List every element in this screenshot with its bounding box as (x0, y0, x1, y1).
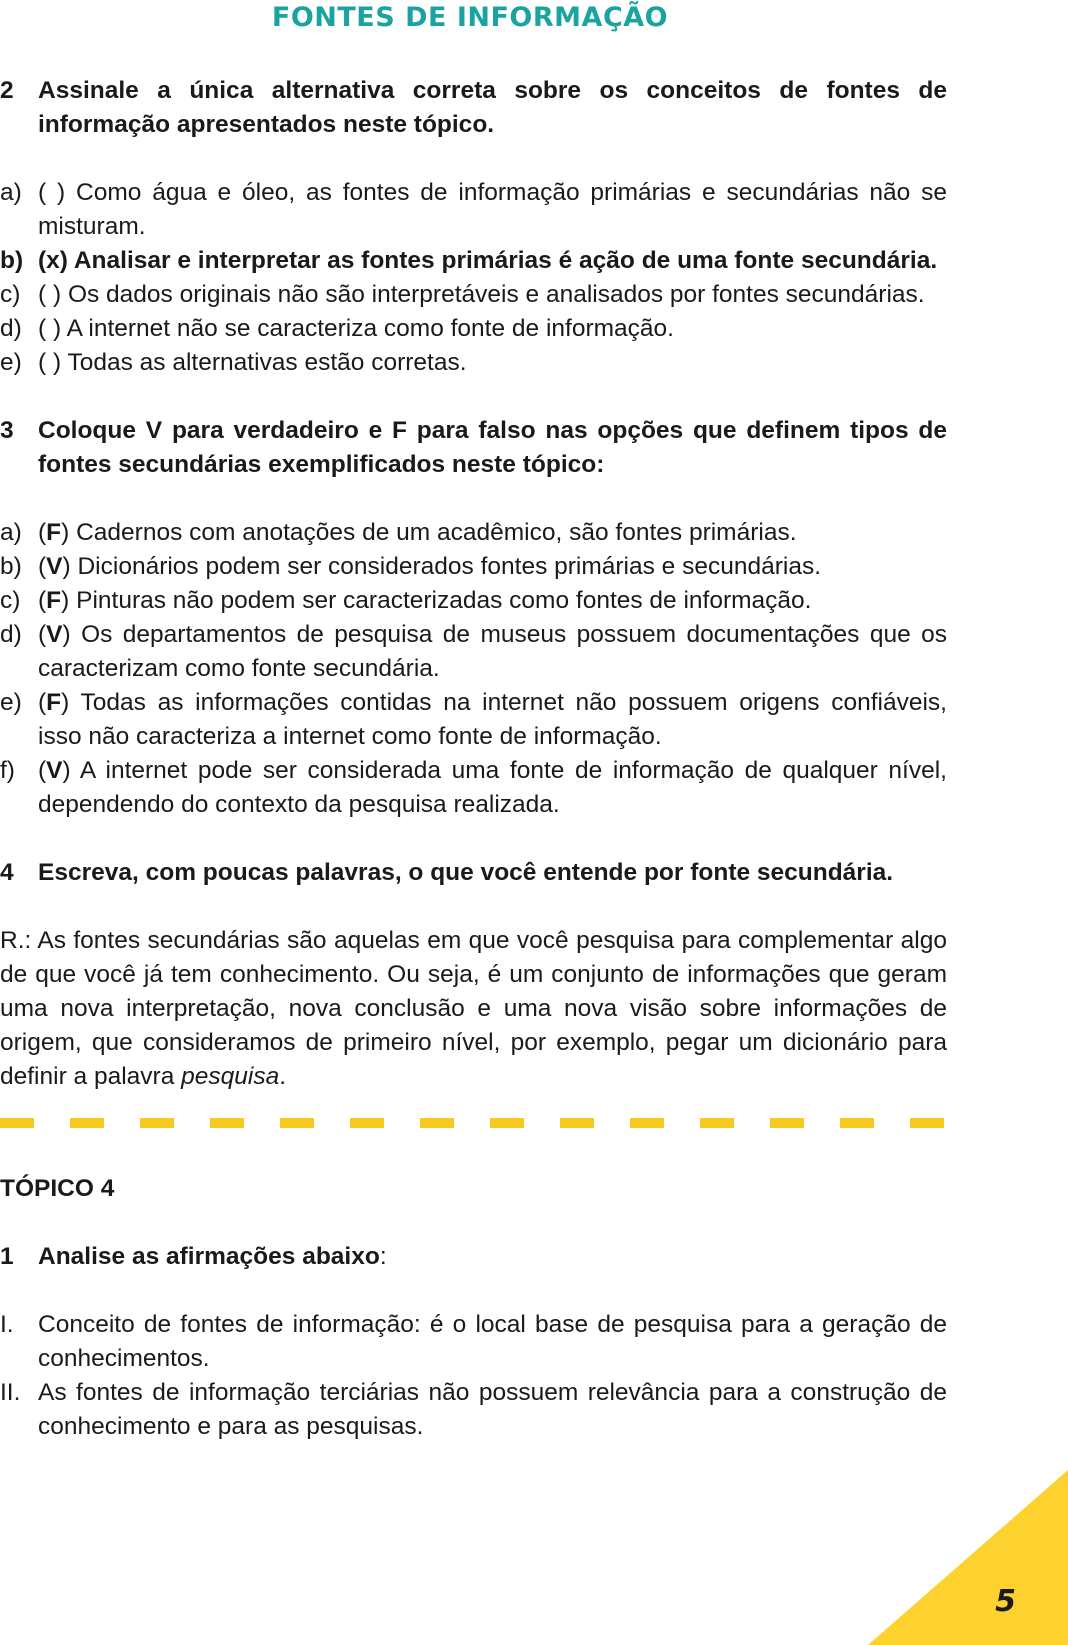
option-label: d) (0, 621, 22, 648)
option-b: b) (V) Dicionários podem ser considerados fontes primárias e secundárias. (0, 550, 947, 584)
statement-i (0, 1308, 947, 1376)
option-text: Dicionários podem ser considerados fontes primárias e secundárias. (77, 553, 822, 580)
answer-paragraph (0, 924, 947, 1094)
option-mark: (x) (38, 247, 68, 274)
question-2-options (0, 176, 947, 380)
option-text: Pinturas não podem ser caracterizadas como fontes de informação. (76, 587, 812, 614)
statement-label: I. (0, 1311, 14, 1338)
answer-text: R.: As fontes secundárias são aquelas em que você pesquisa para complementar algo de que você já tem conhecimento. Ou seja, é um conjunto de informações que geram uma nova interpretação, nova conclusão e uma nova visão sobre informações de origem, que consideramos de primeiro nível, por exemplo, pegar um dicionário para definir a palavra (0, 927, 947, 1090)
topic-4-statements (0, 1308, 947, 1444)
option-e: e) (F) Todas as informações contidas na internet não possuem origens confiáveis, isso não caracteriza a internet como fonte de informação. (0, 686, 947, 754)
answer-italic-word: pesquisa (181, 1063, 280, 1090)
question-2 (0, 74, 947, 142)
option-f: f) (V) A internet pode ser considerada uma fonte de informação de qualquer nível, dependendo do contexto da pesquisa realizada. (0, 754, 947, 822)
corner-triangle-decoration (868, 1470, 1068, 1645)
option-b (0, 244, 947, 278)
option-label: d) (0, 315, 22, 342)
question-4 (0, 856, 947, 890)
option-e (0, 346, 947, 380)
option-d: d) (V) Os departamentos de pesquisa de museus possuem documentações que os caracterizam como fonte secundária. (0, 618, 947, 686)
option-text: Como água e óleo, as fontes de informação primárias e secundárias não se misturam. (38, 179, 947, 240)
option-text: Cadernos com anotações de um acadêmico, são fontes primárias. (76, 519, 797, 546)
option-text: A internet pode ser considerada uma fonte de informação de qualquer nível, dependendo do contexto da pesquisa realizada. (38, 757, 947, 818)
question-number: 4 (0, 859, 14, 886)
dashed-divider (0, 1118, 947, 1128)
answer-end: . (279, 1063, 287, 1090)
statement-ii (0, 1376, 947, 1444)
question-text: Escreva, com poucas palavras, o que você entende por fonte secundária. (38, 859, 894, 886)
option-a: a) (F) Cadernos com anotações de um acadêmico, são fontes primárias. (0, 516, 947, 550)
option-label: b) (0, 553, 22, 580)
option-text: Os departamentos de pesquisa de museus possuem documentações que os caracterizam como fonte secundária. (38, 621, 947, 682)
option-a (0, 176, 947, 244)
option-label: e) (0, 689, 22, 716)
option-text: A internet não se caracteriza como fonte de informação. (66, 315, 674, 342)
statement-label: II. (0, 1379, 21, 1406)
option-label: f) (0, 757, 15, 784)
option-mark: F (46, 519, 62, 546)
option-label: c) (0, 281, 21, 308)
option-mark: ( ) (38, 179, 66, 206)
question-suffix: : (379, 1243, 387, 1270)
topic-title: TÓPICO 4 (0, 1175, 115, 1202)
page-number: 5 (995, 1584, 1016, 1619)
option-text: Os dados originais não são interpretáveis e analisados por fontes secundárias. (67, 281, 925, 308)
statement-text: As fontes de informação terciárias não possuem relevância para a construção de conhecimento e para as pesquisas. (38, 1379, 947, 1440)
option-mark: ( ) (38, 281, 62, 308)
question-text: Assinale a única alternativa correta sobre os conceitos de fontes de informação apresentados neste tópico. (38, 77, 947, 138)
option-mark: F (46, 689, 62, 716)
question-text: Analise as afirmações abaixo (38, 1243, 380, 1270)
option-mark: ( ) (38, 349, 62, 376)
option-text: Todas as informações contidas na internet não possuem origens confiáveis, isso não caracteriza a internet como fonte de informação. (38, 689, 947, 750)
question-number: 2 (0, 77, 14, 104)
option-mark: ( ) (38, 315, 62, 342)
option-text: Analisar e interpretar as fontes primárias é ação de uma fonte secundária. (73, 247, 938, 274)
topic-4-question-1 (0, 1240, 947, 1274)
option-mark: F (46, 587, 62, 614)
option-label: c) (0, 587, 21, 614)
question-text: Coloque V para verdadeiro e F para falso nas opções que definem tipos de fontes secundárias exemplificados neste tópico: (38, 417, 947, 478)
option-d (0, 312, 947, 346)
statement-text: Conceito de fontes de informação: é o local base de pesquisa para a geração de conhecimentos. (38, 1311, 947, 1372)
page-header-title: FONTES DE INFORMAÇÃO (271, 2, 669, 33)
option-text: Todas as alternativas estão corretas. (67, 349, 467, 376)
option-c (0, 278, 947, 312)
option-mark: V (46, 757, 63, 784)
question-3 (0, 414, 947, 482)
option-label: b) (0, 247, 24, 274)
option-label: e) (0, 349, 22, 376)
document-body (0, 74, 947, 1478)
option-label: a) (0, 179, 22, 206)
question-3-options (0, 516, 947, 822)
question-number: 3 (0, 417, 14, 444)
question-number: 1 (0, 1243, 14, 1270)
option-mark: V (46, 621, 63, 648)
option-label: a) (0, 519, 22, 546)
option-c: c) (F) Pinturas não podem ser caracterizadas como fontes de informação. (0, 584, 947, 618)
option-mark: V (46, 553, 63, 580)
